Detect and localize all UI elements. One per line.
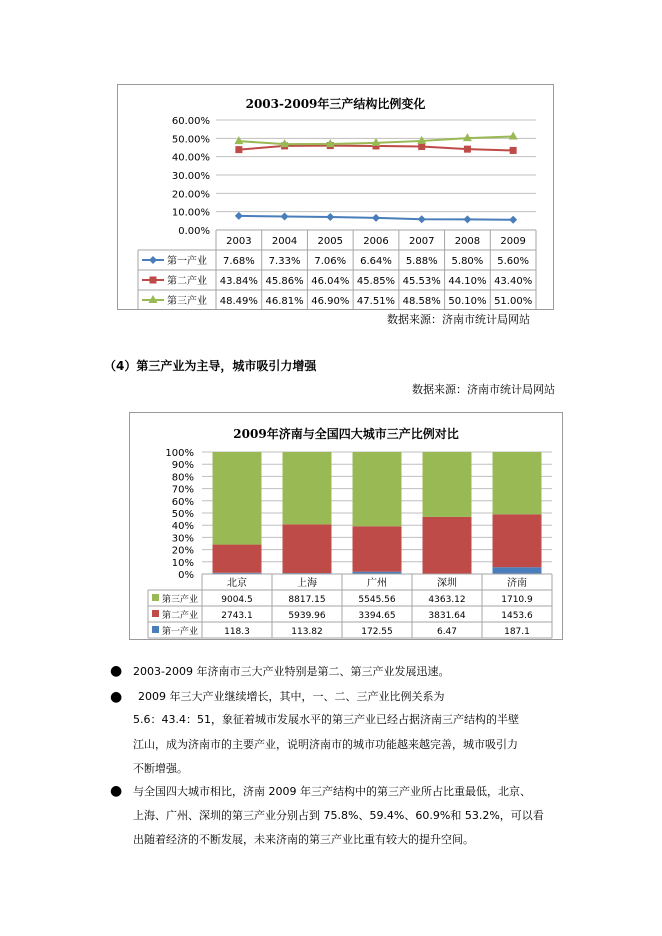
data-label: 5939.96 xyxy=(288,611,326,621)
bar-segment xyxy=(423,452,472,517)
bar-segment xyxy=(283,452,332,524)
bullet-3-line-3: 出随着经济的不断发展，未来济南的第三产业比重有较大的提升空间。 xyxy=(133,833,474,846)
legend-swatch xyxy=(152,626,159,633)
y-tick-label: 10% xyxy=(171,557,194,569)
data-label: 8817.15 xyxy=(288,595,326,605)
x-category-label: 2006 xyxy=(363,236,389,247)
data-label: 5.88% xyxy=(405,256,438,267)
data-point xyxy=(281,213,289,221)
x-category-label: 2005 xyxy=(317,236,344,247)
data-label: 44.10% xyxy=(448,276,487,287)
data-label: 48.49% xyxy=(219,296,258,307)
bullet-2-line-3: 江山，成为济南市的主要产业，说明济南市的城市功能越来越完善，城市吸引力 xyxy=(133,738,518,751)
legend-swatch xyxy=(152,594,159,601)
y-tick-label: 70% xyxy=(171,484,194,496)
data-label: 1453.6 xyxy=(501,611,533,621)
x-category-label: 2008 xyxy=(454,236,481,247)
bar-segment xyxy=(493,452,542,514)
data-label: 2743.1 xyxy=(221,611,253,621)
data-label: 50.10% xyxy=(448,296,487,307)
legend-label: 第三产业 xyxy=(162,595,199,605)
data-point xyxy=(464,146,471,153)
data-point xyxy=(235,212,243,220)
data-label: 46.04% xyxy=(311,276,350,287)
data-label: 6.64% xyxy=(360,256,392,267)
y-tick-label: 0% xyxy=(178,570,194,581)
stacked-bar-chart xyxy=(130,413,562,639)
x-category-label: 广州 xyxy=(367,578,387,589)
chart2-source: 数据来源：济南市统计局网站 xyxy=(412,383,555,396)
bullet-2-line-4: 不断增强。 xyxy=(133,762,188,775)
data-point xyxy=(510,147,517,154)
data-label: 7.68% xyxy=(222,256,255,267)
data-label: 45.53% xyxy=(402,276,441,287)
line-chart-frame xyxy=(117,84,554,310)
data-label: 4363.12 xyxy=(428,595,466,605)
data-label: 43.84% xyxy=(219,276,258,287)
y-tick-label: 40.00% xyxy=(171,152,210,164)
x-category-label: 深圳 xyxy=(437,578,457,589)
line-chart xyxy=(118,85,553,309)
data-point xyxy=(326,213,334,221)
y-tick-label: 90% xyxy=(171,460,194,472)
data-point xyxy=(235,146,242,153)
x-category-label: 2009 xyxy=(500,236,526,247)
legend-label: 第一产业 xyxy=(162,627,199,637)
x-category-label: 2003 xyxy=(226,236,252,247)
data-label: 6.47 xyxy=(436,627,458,637)
section-heading: （4）第三产业为主导，城市吸引力增强 xyxy=(104,359,317,373)
data-label: 187.1 xyxy=(504,627,530,637)
data-point xyxy=(418,215,426,223)
x-category-label: 北京 xyxy=(227,578,247,589)
legend-label: 第二产业 xyxy=(167,276,207,287)
y-tick-label: 80% xyxy=(171,472,194,484)
data-label: 46.81% xyxy=(265,296,304,307)
data-label: 118.3 xyxy=(224,627,250,637)
data-label: 172.55 xyxy=(361,627,393,637)
data-point xyxy=(372,214,380,222)
data-label: 3831.64 xyxy=(428,611,466,621)
data-point xyxy=(463,215,471,223)
line-chart-title: 2003-2009年三产结构比例变化 xyxy=(245,97,426,111)
bullet-2-marker: ● xyxy=(110,689,123,705)
bar-segment xyxy=(493,567,542,574)
data-label: 7.33% xyxy=(268,256,301,267)
x-category-label: 2004 xyxy=(271,236,298,247)
x-category-label: 2007 xyxy=(408,236,435,247)
bullet-2-line-2: 5.6：43.4：51，象征着城市发展水平的第三产业已经占据济南三产结构的半壁 xyxy=(133,713,519,726)
data-label: 51.00% xyxy=(494,296,533,307)
legend-label: 第三产业 xyxy=(167,296,207,307)
data-label: 5.60% xyxy=(497,256,530,267)
data-point xyxy=(418,143,425,150)
legend-marker xyxy=(150,277,157,284)
data-label: 48.58% xyxy=(402,296,441,307)
bullet-2-line-1: 2009 年三大产业继续增长，其中，一、二、三产业比例关系为 xyxy=(138,690,445,703)
y-tick-label: 20% xyxy=(171,545,194,557)
y-tick-label: 0.00% xyxy=(178,226,210,237)
x-category-label: 上海 xyxy=(297,578,317,589)
y-tick-label: 100% xyxy=(165,448,194,459)
bar-chart-frame xyxy=(129,412,563,640)
legend-swatch xyxy=(152,610,159,617)
bar-chart-title: 2009年济南与全国四大城市三产比例对比 xyxy=(233,427,459,441)
data-label: 113.82 xyxy=(291,627,323,637)
data-point xyxy=(509,132,518,140)
data-label: 7.06% xyxy=(314,256,347,267)
data-label: 5.80% xyxy=(451,256,484,267)
y-tick-label: 60% xyxy=(171,496,194,508)
y-tick-label: 50.00% xyxy=(171,134,210,146)
bar-segment xyxy=(353,452,402,526)
data-point xyxy=(234,136,243,144)
data-label: 45.86% xyxy=(265,276,304,287)
x-category-label: 济南 xyxy=(507,578,527,589)
chart1-source: 数据来源：济南市统计局网站 xyxy=(387,313,530,326)
bullet-3-marker: ● xyxy=(110,783,123,799)
bar-segment xyxy=(283,524,332,573)
y-tick-label: 20.00% xyxy=(171,189,210,201)
bullet-3-line-2: 上海、广州、深圳的第三产业分别占到 75.8%、59.4%、60.9%和 53.2%，可以看 xyxy=(133,809,544,822)
y-tick-label: 30% xyxy=(171,533,194,545)
y-tick-label: 50% xyxy=(171,509,194,520)
data-label: 5545.56 xyxy=(358,595,396,605)
bullet-3-line-1: 与全国四大城市相比，济南 2009 年三产结构中的第三产业所占比重最低，北京、 xyxy=(133,785,531,798)
y-tick-label: 30.00% xyxy=(171,171,210,182)
data-label: 46.90% xyxy=(311,296,350,307)
data-label: 47.51% xyxy=(356,296,396,307)
legend-marker xyxy=(149,256,157,264)
bar-segment xyxy=(213,452,262,545)
data-label: 45.85% xyxy=(356,276,396,287)
bar-segment xyxy=(423,517,472,574)
bullet-1-text: 2003-2009 年济南市三大产业特别是第二、第三产业发展迅速。 xyxy=(133,665,450,678)
bullet-1-marker: ● xyxy=(110,663,123,679)
y-tick-label: 60.00% xyxy=(171,116,210,127)
data-label: 1710.9 xyxy=(501,595,533,605)
legend-label: 第二产业 xyxy=(162,611,199,621)
data-label: 3394.65 xyxy=(358,611,396,621)
data-label: 9004.5 xyxy=(221,595,253,605)
bar-segment xyxy=(493,514,542,567)
legend-label: 第一产业 xyxy=(167,256,207,267)
data-point xyxy=(509,216,517,224)
bar-segment xyxy=(353,526,402,571)
y-tick-label: 40% xyxy=(171,521,194,533)
y-tick-label: 10.00% xyxy=(171,207,210,219)
data-label: 43.40% xyxy=(494,276,533,287)
bar-segment xyxy=(213,545,262,573)
